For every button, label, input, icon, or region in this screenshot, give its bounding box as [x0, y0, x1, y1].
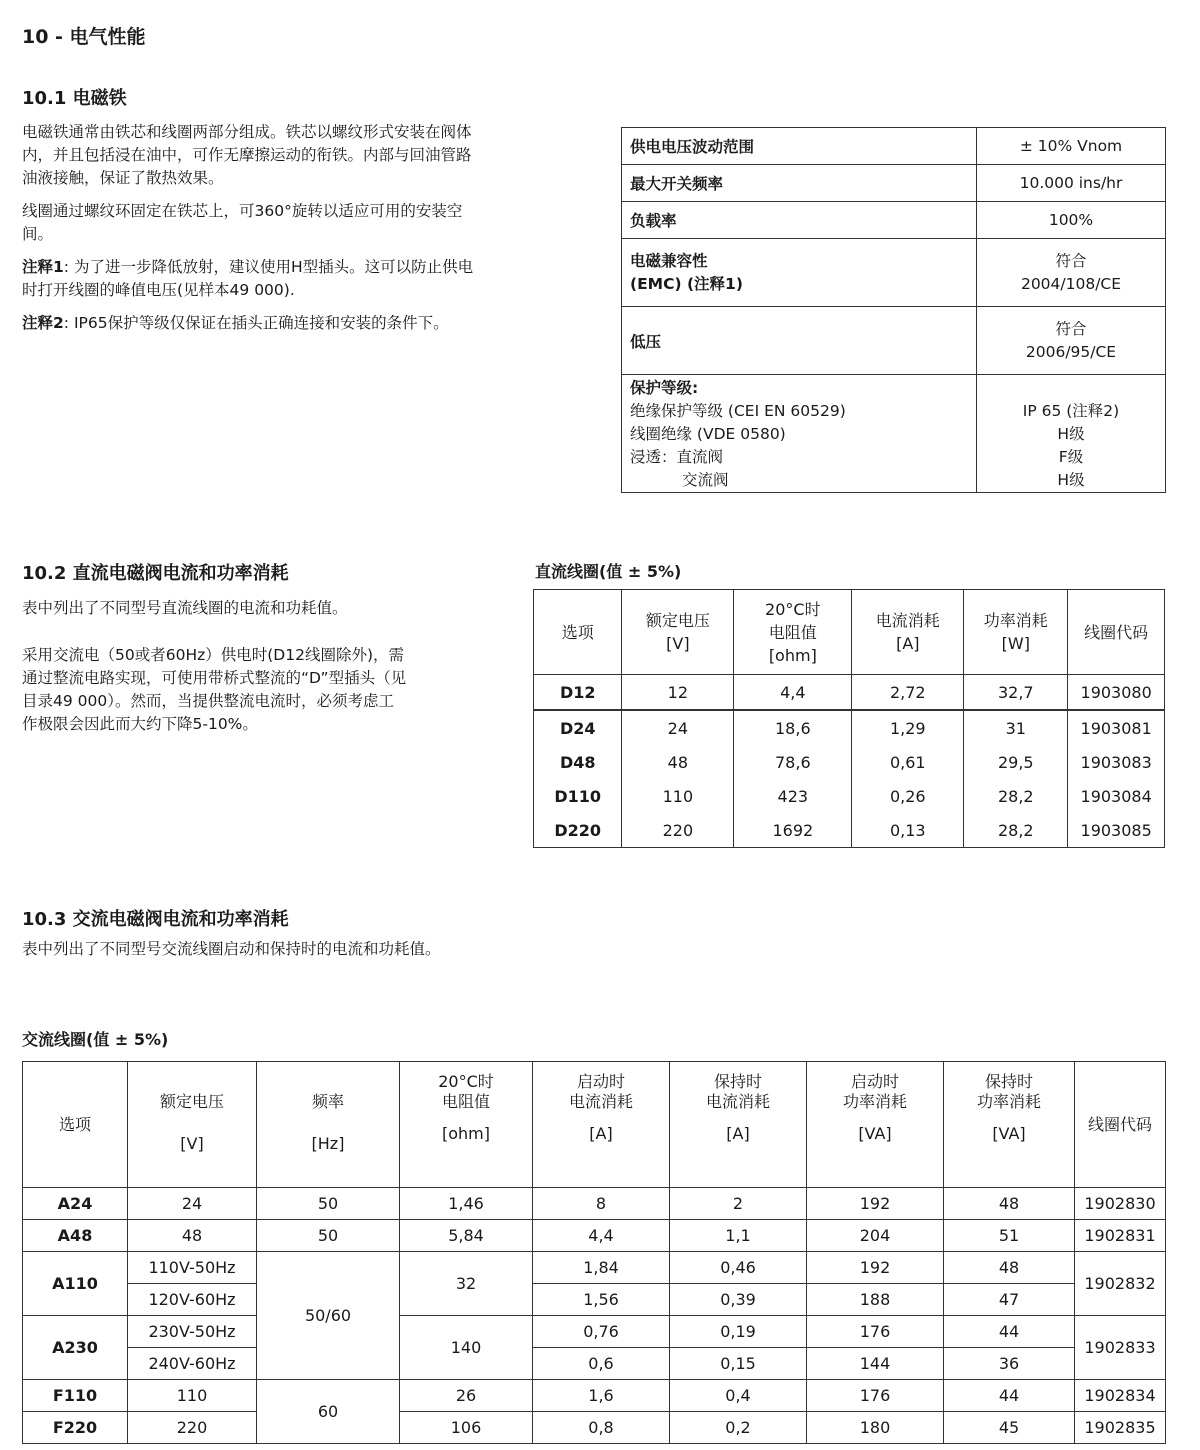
- header-line: 启动时 功率消耗: [842, 1072, 907, 1111]
- spec-table: [621, 127, 1166, 493]
- spec-value-line: H级: [1057, 425, 1085, 443]
- cell-resistance: 106: [400, 1412, 533, 1444]
- cell-code: 1903083: [1068, 745, 1165, 779]
- cell-option: D48: [534, 745, 622, 779]
- cell-power: 28,2: [964, 813, 1068, 848]
- section-10-3-text: 表中列出了不同型号交流线圈启动和保持时的电流和功耗值。: [22, 940, 441, 958]
- spec-value-line: 符合: [1055, 251, 1087, 270]
- cell-start-current: 1,6: [533, 1380, 670, 1412]
- table-row: [534, 745, 1165, 779]
- cell-resistance: 4,4: [734, 675, 852, 711]
- cell-code: 1903084: [1068, 779, 1165, 813]
- spec-value: ± 10% Vnom: [977, 128, 1166, 165]
- note-2: [22, 312, 582, 335]
- header-line: 启动时 电流消耗: [568, 1072, 633, 1111]
- spec-key: [622, 375, 977, 493]
- section-10-2-text: [22, 597, 492, 736]
- cell-code: 1903085: [1068, 813, 1165, 848]
- cell-hold-current: 0,2: [670, 1412, 807, 1444]
- table-row: [534, 779, 1165, 813]
- spec-value: [977, 239, 1166, 307]
- cell-voltage: 24: [128, 1188, 257, 1220]
- cell-start-current: 0,6: [533, 1348, 670, 1380]
- table-row: [23, 1316, 1166, 1348]
- table-row: [622, 307, 1166, 375]
- spec-value-line: IP 65 (注释2): [1022, 402, 1120, 420]
- cell-hold-power: 48: [944, 1252, 1075, 1284]
- cell-code: 1903080: [1068, 675, 1165, 711]
- spec-key: [622, 239, 977, 307]
- cell-start-power: 188: [807, 1284, 944, 1316]
- cell-hold-current: 0,39: [670, 1284, 807, 1316]
- column-header: [533, 1062, 670, 1188]
- header-line: 电流消耗: [875, 611, 940, 630]
- cell-resistance: 26: [400, 1380, 533, 1412]
- column-header: [534, 590, 622, 675]
- cell-hold-power: 44: [944, 1316, 1075, 1348]
- header-unit: [VA]: [992, 1124, 1026, 1143]
- table-row: [23, 1412, 1166, 1444]
- ac-coil-table: [22, 1061, 1166, 1444]
- spec-key-line: 电磁兼容性: [630, 251, 708, 270]
- cell-frequency: 60: [257, 1380, 400, 1444]
- cell-resistance: 1,46: [400, 1188, 533, 1220]
- cell-hold-power: 51: [944, 1220, 1075, 1252]
- ac-table-caption: 交流线圈(值 ± 5%): [22, 1030, 169, 1049]
- column-header: [807, 1062, 944, 1188]
- header-line: 额定电压: [159, 1092, 224, 1111]
- para-line: 作极限会因此而大约下降5-10%。: [22, 715, 258, 733]
- cell-start-current: 1,56: [533, 1284, 670, 1316]
- spec-key: 低压: [622, 307, 977, 375]
- cell-hold-current: 0,46: [670, 1252, 807, 1284]
- para-line: 电磁铁通常由铁芯和线圈两部分组成。铁芯以螺纹形式安装在阀体: [22, 123, 472, 141]
- cell-hold-current: 1,1: [670, 1220, 807, 1252]
- cell-start-power: 204: [807, 1220, 944, 1252]
- cell-code: 1902831: [1075, 1220, 1166, 1252]
- cell-voltage: 240V-60Hz: [128, 1348, 257, 1380]
- para-line: 目录49 000）。然而，当提供整流电流时，必须考虑工: [22, 692, 394, 710]
- header-unit: [ohm]: [442, 1124, 490, 1143]
- column-header: [400, 1062, 533, 1188]
- cell-option: F220: [23, 1412, 128, 1444]
- para-line: 油液接触，保证了散热效果。: [22, 169, 224, 187]
- cell-start-current: 0,8: [533, 1412, 670, 1444]
- para-line: 内，并且包括浸在油中，可作无摩擦运动的衔铁。内部与回油管路: [22, 146, 472, 164]
- cell-hold-current: 0,19: [670, 1316, 807, 1348]
- table-row: [534, 675, 1165, 711]
- table-row: [622, 202, 1166, 239]
- table-row: [534, 710, 1165, 745]
- column-header: [734, 590, 852, 675]
- cell-current: 0,26: [852, 779, 964, 813]
- cell-hold-power: 36: [944, 1348, 1075, 1380]
- column-header: [257, 1062, 400, 1188]
- cell-option: D24: [534, 710, 622, 745]
- spec-key-line: 交流阀: [682, 471, 729, 489]
- column-header: [622, 590, 734, 675]
- table-row: [534, 813, 1165, 848]
- section-10-1-title: 10.1 电磁铁: [22, 88, 127, 109]
- cell-voltage: 220: [128, 1412, 257, 1444]
- dc-table-caption: 直流线圈(值 ± 5%): [535, 562, 682, 581]
- header-unit: [A]: [589, 1124, 613, 1143]
- cell-code: 1902834: [1075, 1380, 1166, 1412]
- cell-option: D12: [534, 675, 622, 711]
- cell-hold-current: 2: [670, 1188, 807, 1220]
- header-unit: [W]: [1001, 634, 1030, 653]
- cell-code: 1902830: [1075, 1188, 1166, 1220]
- cell-start-current: 1,84: [533, 1252, 670, 1284]
- table-row: [622, 128, 1166, 165]
- dc-coil-table: [533, 589, 1165, 848]
- spec-value: [977, 375, 1166, 493]
- note-label: 注释1: [22, 258, 64, 276]
- cell-resistance: 18,6: [734, 710, 852, 745]
- spec-value-line: H级: [1057, 471, 1085, 489]
- cell-resistance: 5,84: [400, 1220, 533, 1252]
- cell-voltage: 48: [128, 1220, 257, 1252]
- column-header: [944, 1062, 1075, 1188]
- spec-key: 供电电压波动范围: [622, 128, 977, 165]
- column-header: [128, 1062, 257, 1188]
- table-row: [23, 1284, 1166, 1316]
- cell-power: 31: [964, 710, 1068, 745]
- spec-key-line: 浸透：直流阀: [630, 448, 724, 466]
- cell-resistance: 32: [400, 1252, 533, 1316]
- header-line: 线圈代码: [1084, 622, 1149, 642]
- table-header-row: [23, 1062, 1166, 1188]
- cell-start-power: 192: [807, 1252, 944, 1284]
- table-header-row: [534, 590, 1165, 675]
- table-row: [23, 1380, 1166, 1412]
- column-header: [964, 590, 1068, 675]
- cell-current: 1,29: [852, 710, 964, 745]
- cell-option: F110: [23, 1380, 128, 1412]
- spec-value: 10.000 ins/hr: [977, 165, 1166, 202]
- table-row: [622, 239, 1166, 307]
- cell-start-current: 8: [533, 1188, 670, 1220]
- cell-voltage: 110V-50Hz: [128, 1252, 257, 1284]
- cell-start-power: 144: [807, 1348, 944, 1380]
- section-10-2-title: 10.2 直流电磁阀电流和功率消耗: [22, 563, 289, 584]
- header-line: 电阻值: [768, 622, 817, 642]
- spec-key: 最大开关频率: [622, 165, 977, 202]
- header-unit: [A]: [896, 634, 920, 653]
- cell-voltage: 48: [622, 745, 734, 779]
- cell-option: A230: [23, 1316, 128, 1380]
- header-unit: [V]: [180, 1134, 204, 1153]
- cell-power: 29,5: [964, 745, 1068, 779]
- cell-hold-current: 0,4: [670, 1380, 807, 1412]
- section-10-1-text: [22, 121, 582, 335]
- cell-option: D110: [534, 779, 622, 813]
- spec-value-line: 2004/108/CE: [1020, 274, 1122, 293]
- cell-code: 1902833: [1075, 1316, 1166, 1380]
- cell-option: A24: [23, 1188, 128, 1220]
- header-line: 选项: [561, 622, 594, 642]
- header-line: 保持时 电流消耗: [705, 1072, 770, 1111]
- column-header: [1068, 590, 1165, 675]
- spec-value-line: 2006/95/CE: [1025, 342, 1117, 361]
- cell-start-power: 192: [807, 1188, 944, 1220]
- header-line: 功率消耗: [983, 611, 1048, 630]
- page-title: 10 - 电气性能: [22, 26, 146, 48]
- cell-hold-power: 45: [944, 1412, 1075, 1444]
- cell-current: 0,13: [852, 813, 964, 848]
- cell-code: 1902835: [1075, 1412, 1166, 1444]
- note-text: : 为了进一步降低放射，建议使用H型插头。这可以防止供电: [63, 258, 474, 276]
- cell-hold-power: 48: [944, 1188, 1075, 1220]
- cell-frequency: 50: [257, 1188, 400, 1220]
- cell-hold-power: 47: [944, 1284, 1075, 1316]
- spec-value: [977, 307, 1166, 375]
- header-unit: [ohm]: [768, 645, 817, 665]
- header-line: 频率: [311, 1092, 344, 1111]
- header-line: 20°C时 电阻值: [438, 1072, 494, 1111]
- header-unit: [V]: [666, 634, 690, 653]
- cell-hold-power: 44: [944, 1380, 1075, 1412]
- cell-voltage: 110: [128, 1380, 257, 1412]
- header-line: 额定电压: [645, 611, 710, 630]
- para-line: 间。: [22, 225, 54, 243]
- cell-start-power: 180: [807, 1412, 944, 1444]
- cell-code: 1903081: [1068, 710, 1165, 745]
- cell-start-power: 176: [807, 1316, 944, 1348]
- para-line: 采用交流电（50或者60Hz）供电时(D12线圈除外)，需: [22, 646, 404, 664]
- cell-option: D220: [534, 813, 622, 848]
- cell-voltage: 230V-50Hz: [128, 1316, 257, 1348]
- cell-start-current: 0,76: [533, 1316, 670, 1348]
- cell-voltage: 110: [622, 779, 734, 813]
- table-row: [622, 165, 1166, 202]
- note-text: : IP65保护等级仅保证在插头正确连接和安装的条件下。: [63, 314, 449, 332]
- spec-key-line: 绝缘保护等级 (CEI EN 60529): [630, 402, 846, 420]
- para-line: 线圈通过螺纹环固定在铁芯上，可360°旋转以适应可用的安装空: [22, 202, 463, 220]
- cell-resistance: 423: [734, 779, 852, 813]
- header-unit: [Hz]: [311, 1134, 345, 1153]
- spec-key-line: 线圈绝缘 (VDE 0580): [630, 425, 786, 443]
- column-header: 选项: [23, 1062, 128, 1188]
- cell-current: 2,72: [852, 675, 964, 711]
- column-header: [670, 1062, 807, 1188]
- header-unit: [A]: [726, 1124, 750, 1143]
- note-1: [22, 256, 582, 279]
- cell-frequency: 50: [257, 1220, 400, 1252]
- cell-hold-current: 0,15: [670, 1348, 807, 1380]
- para-line: 表中列出了不同型号直流线圈的电流和功耗值。: [22, 599, 348, 617]
- note-text: 时打开线圈的峰值电压(见样本49 000).: [22, 281, 295, 299]
- cell-code: 1902832: [1075, 1252, 1166, 1316]
- column-header: [852, 590, 964, 675]
- table-row: [23, 1348, 1166, 1380]
- cell-voltage: 12: [622, 675, 734, 711]
- table-row: [23, 1252, 1166, 1284]
- spec-key-line: 保护等级:: [630, 379, 699, 397]
- cell-power: 32,7: [964, 675, 1068, 711]
- cell-resistance: 1692: [734, 813, 852, 848]
- table-row: [23, 1220, 1166, 1252]
- section-10-3-title: 10.3 交流电磁阀电流和功率消耗: [22, 909, 289, 930]
- spec-value-line: F级: [1058, 448, 1084, 466]
- table-row: [622, 375, 1166, 493]
- cell-voltage: 120V-60Hz: [128, 1284, 257, 1316]
- column-header: 线圈代码: [1075, 1062, 1166, 1188]
- header-line: 20°C时: [765, 599, 821, 619]
- cell-start-power: 176: [807, 1380, 944, 1412]
- table-row: [23, 1188, 1166, 1220]
- spec-value-line: 符合: [1055, 319, 1087, 338]
- cell-resistance: 140: [400, 1316, 533, 1380]
- cell-start-current: 4,4: [533, 1220, 670, 1252]
- spec-value: 100%: [977, 202, 1166, 239]
- para-line: 通过整流电路实现，可使用带桥式整流的“D”型插头（见: [22, 669, 407, 687]
- cell-option: A110: [23, 1252, 128, 1316]
- cell-option: A48: [23, 1220, 128, 1252]
- cell-current: 0,61: [852, 745, 964, 779]
- cell-resistance: 78,6: [734, 745, 852, 779]
- cell-power: 28,2: [964, 779, 1068, 813]
- spec-key: 负载率: [622, 202, 977, 239]
- cell-frequency: 50/60: [257, 1252, 400, 1380]
- cell-voltage: 220: [622, 813, 734, 848]
- cell-voltage: 24: [622, 710, 734, 745]
- spec-key-line: (EMC) (注释1): [630, 274, 743, 293]
- header-line: 保持时 功率消耗: [976, 1072, 1041, 1111]
- header-unit: [VA]: [858, 1124, 892, 1143]
- note-label: 注释2: [22, 314, 64, 332]
